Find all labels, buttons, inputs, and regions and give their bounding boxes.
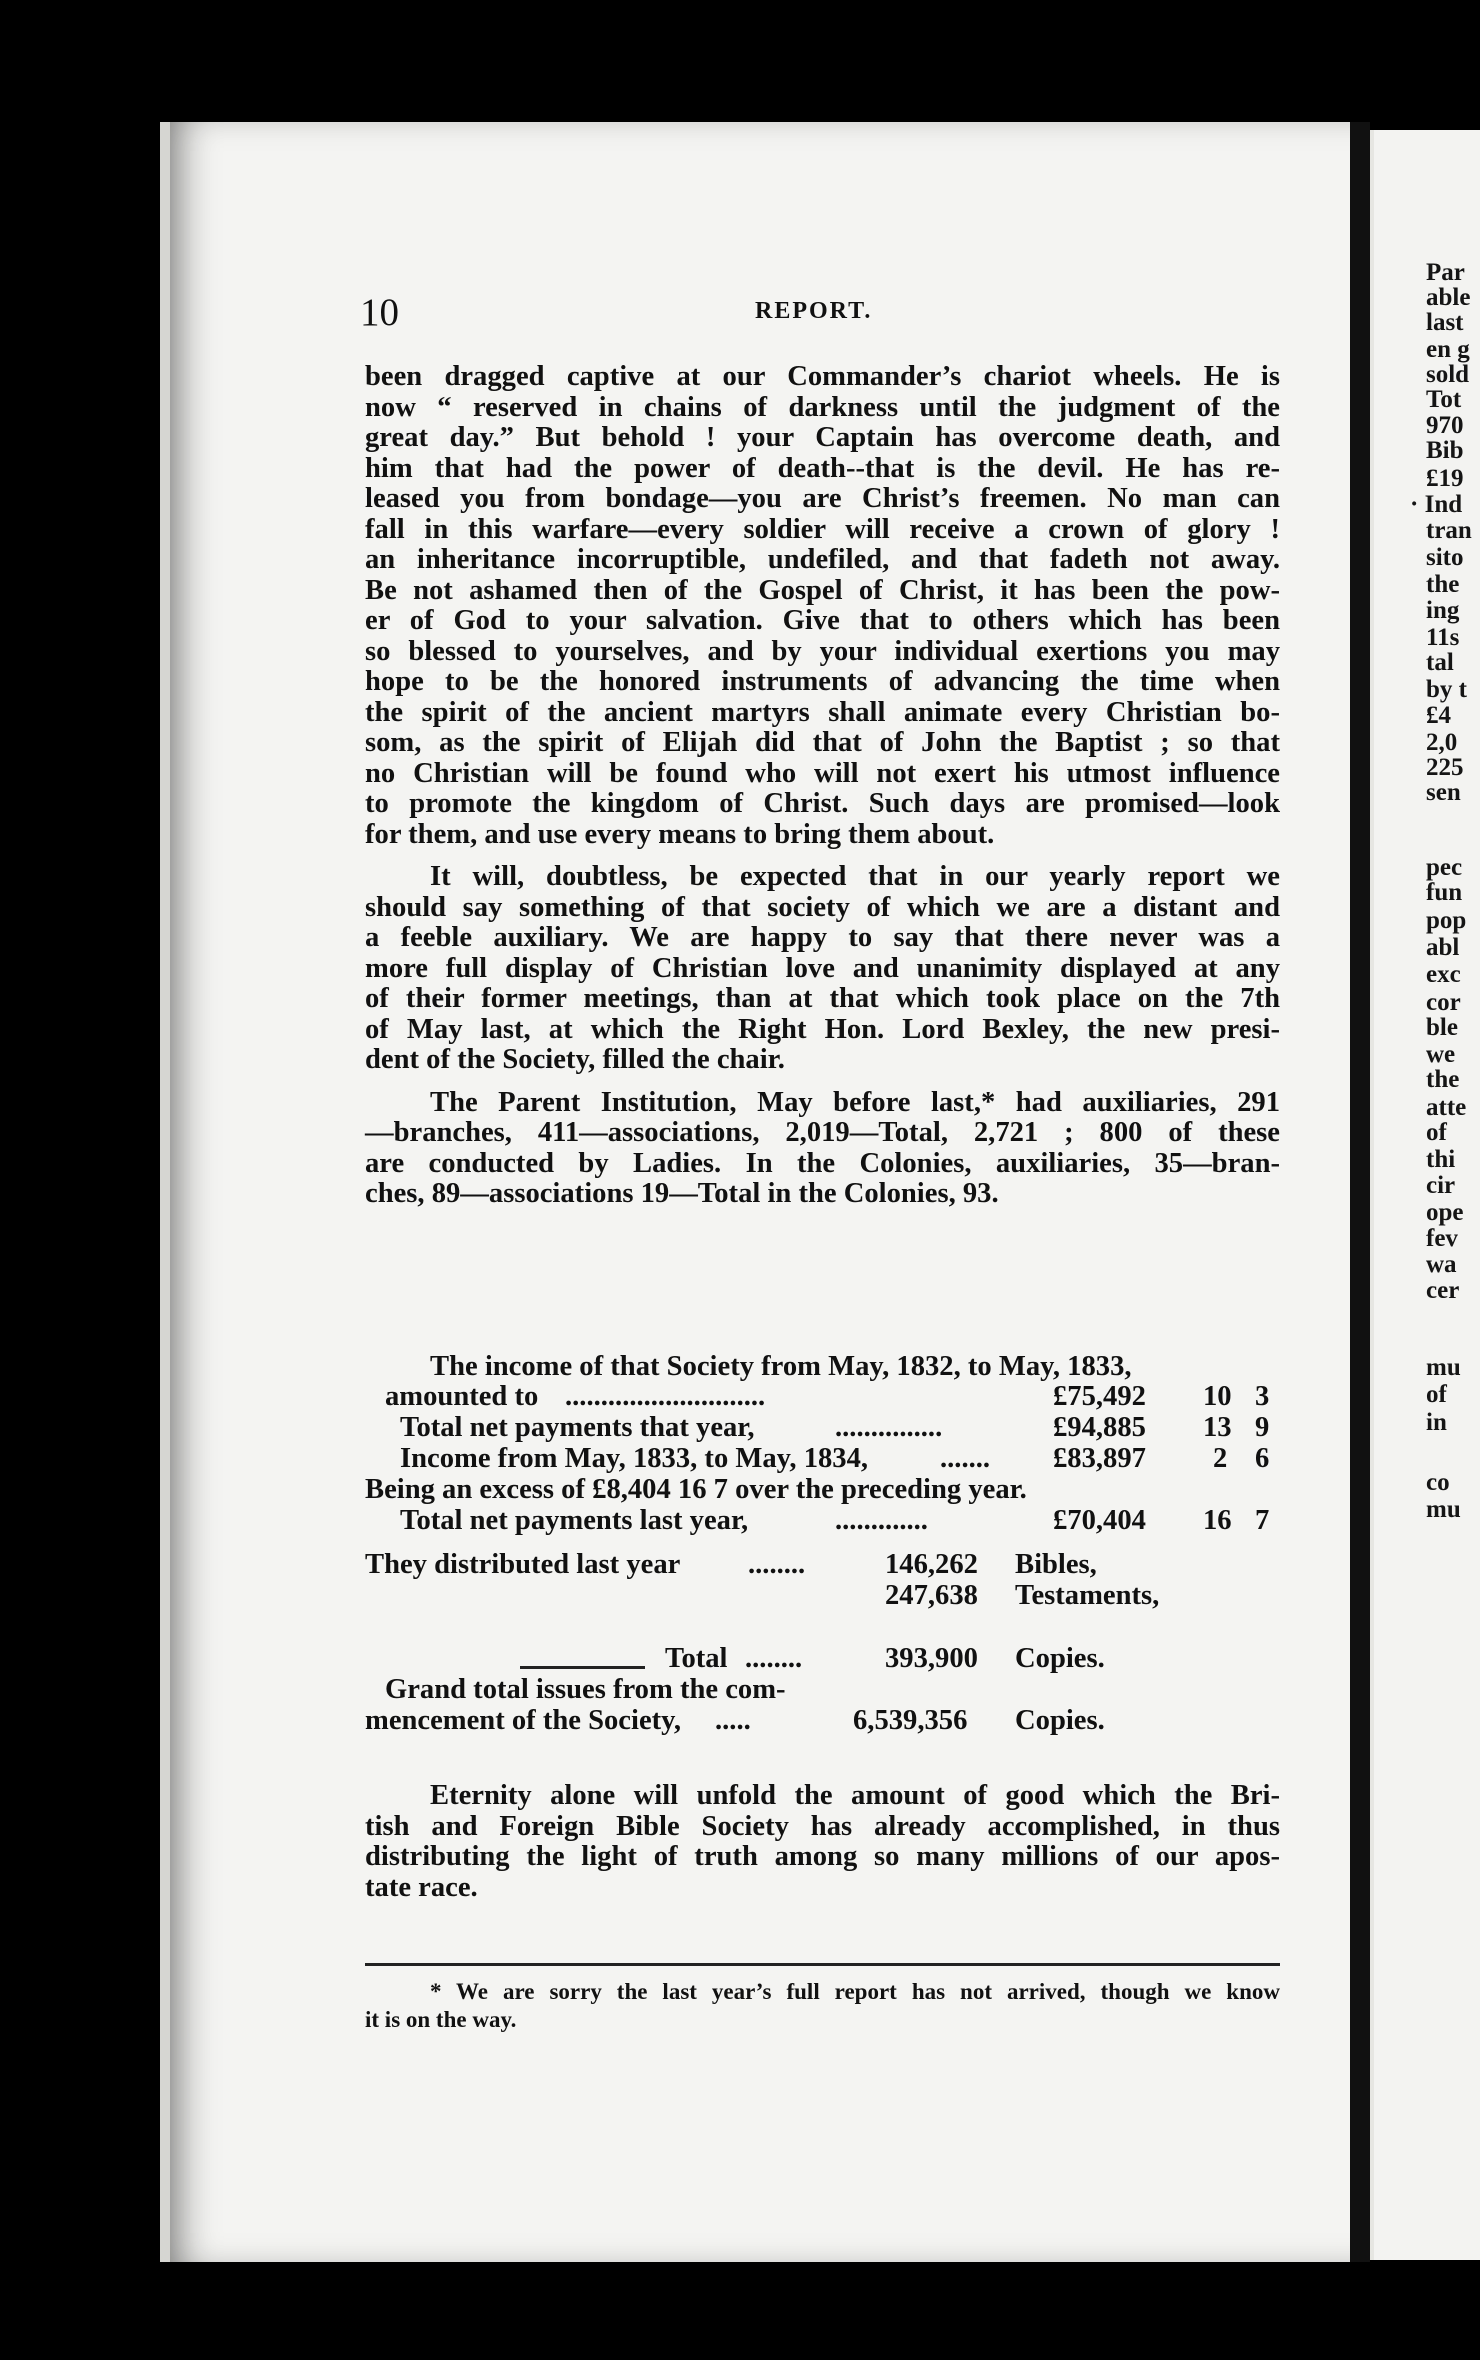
text-line: of May last, at which the Right Hon. Lord Bexley, the new presi-	[365, 1013, 1280, 1045]
next-page-fragment: Tot	[1426, 386, 1462, 413]
paragraph	[365, 862, 1280, 1076]
text-line: tish and Foreign Bible Society has already accomplished, in thus	[365, 1810, 1280, 1842]
total-unit: Copies.	[1015, 1643, 1105, 1674]
next-page-fragment: tal	[1426, 649, 1454, 676]
text-line: great day.” But behold ! your Captain has overcome death, and	[365, 422, 1280, 453]
total-label: Total	[665, 1643, 728, 1674]
next-page-fragment: sito	[1426, 544, 1464, 571]
ledger-row-shillings: 10	[1203, 1381, 1232, 1412]
total-count: 393,900	[885, 1643, 978, 1674]
next-page-fragment: pop	[1426, 907, 1467, 934]
ledger-row-shillings: 13	[1203, 1412, 1232, 1443]
text-line: som, as the spirit of Elijah did that of John the Baptist ; so that	[365, 727, 1280, 758]
ledger-row-leader: .......	[940, 1443, 991, 1474]
next-page-fragment: sen	[1426, 779, 1461, 806]
income-ledger	[365, 1352, 1280, 1772]
text-line: dent of the Society, filled the chair.	[365, 1044, 785, 1075]
ledger-last-shillings: 16	[1203, 1505, 1232, 1536]
testaments-unit: Testaments,	[1015, 1580, 1160, 1611]
ledger-row-label: Income from May, 1833, to May, 1834,	[400, 1443, 869, 1474]
text-line: been dragged captive at our Commander’s chariot wheels. He is	[365, 361, 1280, 392]
next-page-fragment: 11s	[1426, 624, 1460, 651]
text-line: It will, doubtless, be expected that in our yearly report we	[430, 861, 1280, 892]
next-page-fragment: last	[1426, 309, 1464, 336]
testaments-count: 247,638	[885, 1580, 978, 1611]
next-page-fragment: mu	[1426, 1496, 1461, 1523]
paragraph	[365, 1088, 1280, 1210]
next-page-fragment: fev	[1426, 1225, 1458, 1252]
footnote-line: * We are sorry the last year’s full report has not arrived, though we know	[430, 1979, 1280, 2004]
footnote-rule	[365, 1963, 1280, 1966]
text-line: ches, 89—associations 19—Total in the Colonies, 93.	[365, 1178, 999, 1209]
text-line: no Christian will be found who will not exert his utmost influence	[365, 757, 1280, 789]
ledger-row-pounds: £75,492	[1053, 1381, 1146, 1412]
next-page-fragment: abl	[1426, 934, 1460, 961]
next-page-fragment: Bib	[1426, 437, 1464, 464]
next-page-fragment: mu	[1426, 1354, 1461, 1381]
ledger-last-pence: 7	[1255, 1505, 1270, 1536]
text-line: fall in this warfare—every soldier will receive a crown of glory !	[365, 513, 1280, 545]
text-line: Be not ashamed then of the Gospel of Christ, it has been the pow-	[365, 574, 1280, 606]
distribution-label: They distributed last year	[365, 1549, 681, 1580]
ledger-last-leader: .............	[835, 1505, 928, 1536]
next-page-fragment: wa	[1426, 1251, 1457, 1278]
next-page-fragment: 970	[1426, 412, 1464, 439]
next-page-fragment: atte	[1426, 1094, 1467, 1121]
bibles-count: 146,262	[885, 1549, 978, 1580]
total-rule	[520, 1666, 645, 1669]
ledger-intro: The income of that Society from May, 1832, to May, 1833,	[430, 1351, 1132, 1382]
next-page-fragment: en g	[1426, 336, 1470, 363]
text-line: him that had the power of death--that is the devil. He has re-	[365, 452, 1280, 484]
text-line: so blessed to yourselves, and by your individual exertions you may	[365, 635, 1280, 667]
next-page-fragment: the	[1426, 571, 1460, 598]
ledger-row-label: Total net payments that year,	[400, 1412, 755, 1443]
next-page-fragment: £19	[1426, 465, 1464, 492]
ledger-row-pence: 9	[1255, 1412, 1270, 1443]
next-page-fragment: ing	[1426, 597, 1460, 624]
next-page-fragment: pec	[1426, 854, 1463, 881]
next-page-fragment: 2,0	[1426, 729, 1458, 756]
text-line: of their former meetings, than at that which took place on the 7th	[365, 983, 1280, 1014]
next-page-fragment: ble	[1426, 1014, 1458, 1041]
body-paragraphs	[365, 362, 1280, 1222]
next-page-fragment: ope	[1426, 1199, 1464, 1226]
ledger-row-leader: ............................	[565, 1381, 766, 1412]
ledger-row-pence: 3	[1255, 1381, 1270, 1412]
next-page-fragment: co	[1426, 1469, 1450, 1496]
ledger-last-label: Total net payments last year,	[400, 1505, 749, 1536]
text-line: leased you from bondage—you are Christ’s freemen. No man can	[365, 483, 1280, 514]
next-page-fragment: fun	[1426, 879, 1463, 906]
text-line: should say something of that society of which we are a distant and	[365, 891, 1280, 923]
text-line: distributing the light of truth among so many millions of our apos-	[365, 1841, 1280, 1872]
next-page-fragment: of	[1426, 1119, 1447, 1146]
text-line: more full display of Christian love and unanimity displayed at any	[365, 952, 1280, 984]
ledger-row-pounds: £83,897	[1053, 1443, 1146, 1474]
text-line: Eternity alone will unfold the amount of good which the Bri-	[430, 1780, 1280, 1811]
closing-paragraph	[365, 1781, 1280, 1903]
grand-total-unit: Copies.	[1015, 1705, 1105, 1736]
next-page-fragment: of	[1426, 1381, 1447, 1408]
text-line: The Parent Institution, May before last,* had auxiliaries, 291	[430, 1086, 1280, 1118]
next-page-fragment: 225	[1426, 754, 1464, 781]
text-line: now “ reserved in chains of darkness until the judgment of the	[365, 391, 1280, 423]
next-page-fragment: exc	[1426, 961, 1461, 988]
footnote	[365, 1978, 1280, 2034]
text-line: an inheritance incorruptible, undefiled, and that fadeth not away.	[365, 544, 1280, 575]
text-line: tate race.	[365, 1871, 478, 1903]
next-page-edge	[1370, 130, 1480, 2260]
grand-total-leader: .....	[715, 1705, 751, 1736]
grand-total-line1: Grand total issues from the com-	[385, 1674, 786, 1705]
next-page-fragment: in	[1426, 1409, 1447, 1436]
bibles-unit: Bibles,	[1015, 1549, 1097, 1580]
grand-total-line2: mencement of the Society,	[365, 1705, 682, 1736]
text-line: hope to be the honored instruments of advancing the time when	[365, 666, 1280, 697]
next-page-fragment: · Ind	[1410, 491, 1463, 518]
ledger-row-pence: 6	[1255, 1443, 1270, 1474]
next-page-fragment: tran	[1426, 517, 1472, 544]
ledger-excess-line: Being an excess of £8,404 16 7 over the preceding year.	[365, 1474, 1027, 1505]
page-number: 10	[360, 291, 399, 334]
running-head: REPORT.	[755, 298, 873, 324]
ledger-row-shillings: 2	[1213, 1443, 1228, 1474]
ledger-row-pounds: £94,885	[1053, 1412, 1146, 1443]
next-page-fragment: £4	[1426, 702, 1451, 729]
next-page-fragment: sold	[1426, 361, 1470, 388]
text-line: a feeble auxiliary. We are happy to say that there never was a	[365, 922, 1280, 953]
next-page-fragment: thi	[1426, 1146, 1456, 1173]
footnote-line: it is on the way.	[365, 2007, 517, 2032]
text-line: er of God to your salvation. Give that to others which has been	[365, 605, 1280, 636]
ledger-last-pounds: £70,404	[1053, 1505, 1146, 1536]
text-line: for them, and use every means to bring them about.	[365, 818, 995, 850]
next-page-fragment: able	[1426, 284, 1471, 311]
page-header	[360, 290, 1260, 334]
next-page-fragment: cor	[1426, 989, 1461, 1016]
paragraph	[365, 362, 1280, 850]
text-line: —branches, 411—associations, 2,019—Total, 2,721 ; 800 of these	[365, 1117, 1280, 1148]
text-line: the spirit of the ancient martyrs shall animate every Christian bo-	[365, 696, 1280, 728]
next-page-fragment: by t	[1426, 676, 1467, 703]
next-page-fragment: the	[1426, 1066, 1460, 1093]
distribution-leader: ........	[748, 1549, 806, 1580]
next-page-fragment: cer	[1426, 1277, 1460, 1304]
ledger-row-label: amounted to	[385, 1381, 539, 1412]
next-page-fragment: Par	[1426, 259, 1465, 286]
total-leader: ........	[745, 1643, 803, 1674]
text-line: are conducted by Ladies. In the Colonies, auxiliaries, 35—bran-	[365, 1147, 1280, 1179]
grand-total-count: 6,539,356	[853, 1705, 968, 1736]
book-gutter	[1350, 122, 1370, 2262]
page-body	[365, 361, 1280, 1903]
next-page-fragment: cir	[1426, 1172, 1456, 1199]
text-line: to promote the kingdom of Christ. Such days are promised—look	[365, 788, 1280, 819]
ledger-row-leader: ...............	[835, 1412, 943, 1443]
next-page-fragment: we	[1426, 1041, 1456, 1068]
